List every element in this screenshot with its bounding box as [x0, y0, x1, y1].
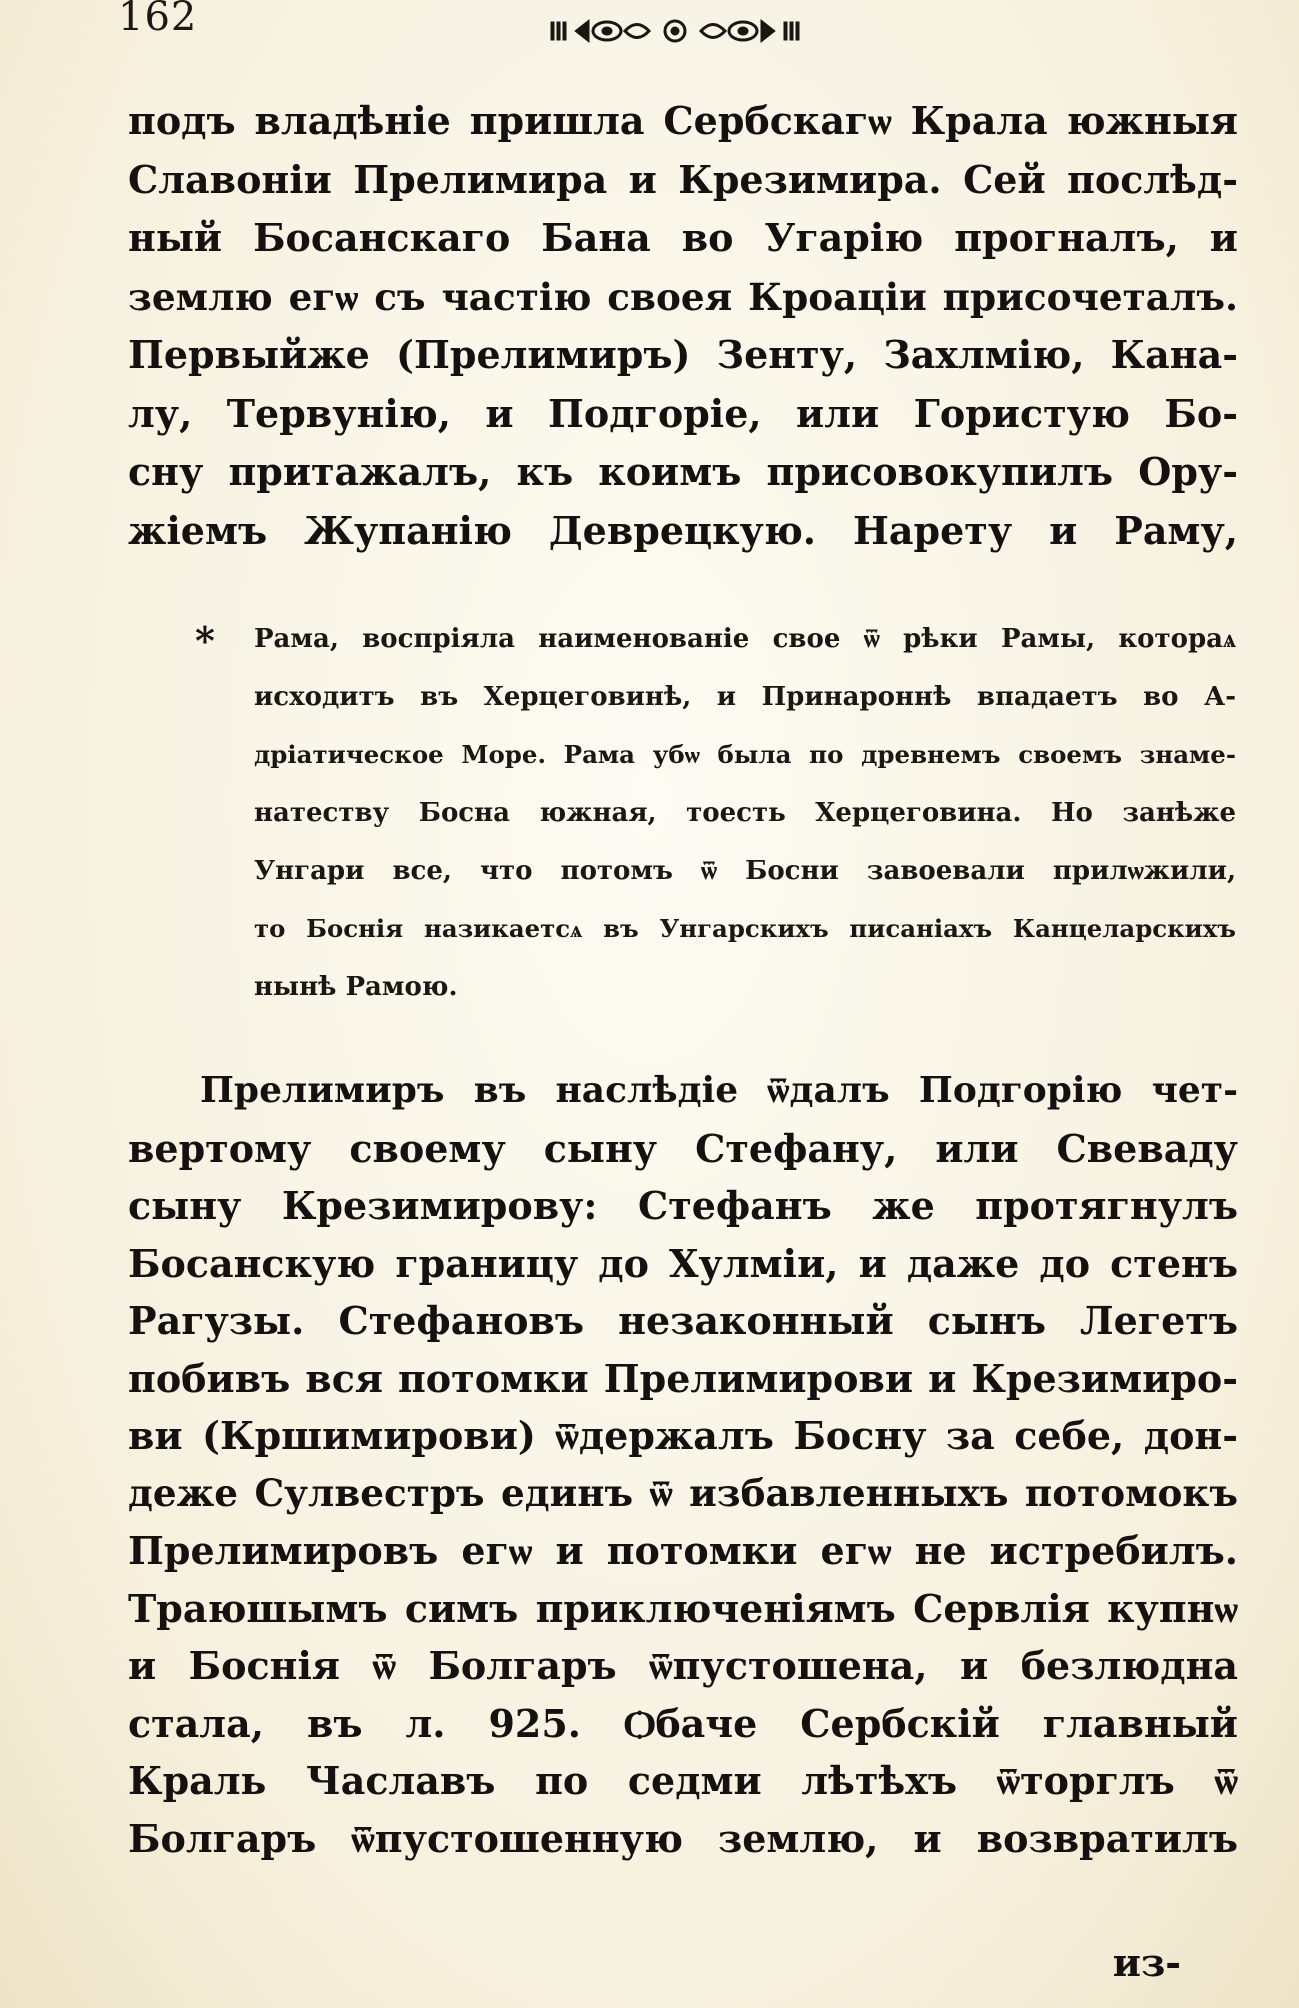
- text-line: и Боснія ѿ Болгаръ ѿпустошена, и безлюдна: [128, 1643, 1238, 1688]
- footnote-mark: *: [195, 618, 215, 663]
- text-line: землю егѡ съ частію своея Кроаціи присочеталъ.: [128, 274, 1238, 319]
- footnote: [192, 610, 1236, 1016]
- footnote-line: нынѣ Рамою.: [254, 972, 458, 1002]
- footnote-line: то Боснія назикаетсѧ въ Унгарскихъ писаніахъ Канцеларскихъ: [254, 914, 1236, 943]
- text-line: вертому своему сыну Стефану, или Свеваду: [128, 1125, 1238, 1171]
- footnote-line: натеству Босна южная, тоесть Херцеговина. Но занѣже: [254, 798, 1236, 828]
- footnote-line: Унгари все, что потомъ ѿ Босни завоевали прилѡжили,: [254, 856, 1236, 886]
- text-line: ный Босанскаго Бана во Угарію прогналъ, и: [128, 215, 1238, 260]
- text-line: побивъ вся потомки Прелимирови и Крезимиро-: [128, 1355, 1238, 1401]
- text-line: Краль Чаславъ по седми лѣтѣхъ ѿторглъ ѿ: [128, 1758, 1238, 1803]
- text-line: Болгаръ ѿпустошенную землю, и возвратилъ: [128, 1815, 1238, 1861]
- text-line: Рагузы. Стефановъ незаконный сынъ Легетъ: [128, 1298, 1238, 1343]
- text-line: Прелимиръ въ наслѣдіе ѿдалъ Подгорію чет-: [200, 1069, 1238, 1111]
- footnote-line: исходитъ въ Херцеговинѣ, и Принароннѣ впадаетъ во А-: [254, 682, 1236, 712]
- text-line: ви (Кршимирови) ѿдержалъ Босну за себе, дон-: [128, 1413, 1238, 1458]
- text-line: Траюшымъ симъ приключеніямъ Сервлія купнѡ: [128, 1585, 1238, 1631]
- main-text-block: [128, 92, 1238, 560]
- text-line: подъ владѣніе пришла Сербскагѡ Крала южныя: [128, 98, 1238, 143]
- footnote-line: Рама, воспріяла наименованіе свое ѿ рѣки Рамы, котораѧ: [254, 624, 1236, 654]
- continuation-text-block: [128, 1062, 1238, 1867]
- text-line: сыну Крезимирову: Стефанъ же протягнулъ: [128, 1183, 1238, 1228]
- text-line: Босанскую границу до Хулміи, и даже до стенъ: [128, 1240, 1238, 1286]
- catchword: из-: [1112, 1940, 1181, 1985]
- ornament-headpiece-icon: [545, 14, 805, 48]
- text-line: Славоніи Прелимира и Крезимира. Сей послѣд-: [128, 156, 1238, 202]
- page-number: 162: [118, 0, 198, 40]
- text-line: жіемъ Жупанію Деврецкую. Нарету и Раму,: [128, 507, 1238, 553]
- text-line: сну притажалъ, къ коимъ присовокупилъ Ору-: [128, 449, 1238, 494]
- text-line: Первыйже (Прелимиръ) Зенту, Захлмію, Кана-: [128, 332, 1238, 377]
- footnote-line: дріатическое Море. Рама убѡ была по древнемъ своемъ знаме-: [254, 740, 1236, 769]
- text-line: лу, Тервунію, и Подгоріе, или Гористую Бо-: [128, 390, 1238, 436]
- text-line: стала, въ л. 925. Ѻбаче Сербскій главный: [128, 1700, 1238, 1746]
- text-line: Прелимировъ егѡ и потомки егѡ не истребилъ.: [128, 1528, 1238, 1573]
- text-line: деже Сулвестръ единъ ѿ избавленныхъ потомокъ: [128, 1470, 1238, 1515]
